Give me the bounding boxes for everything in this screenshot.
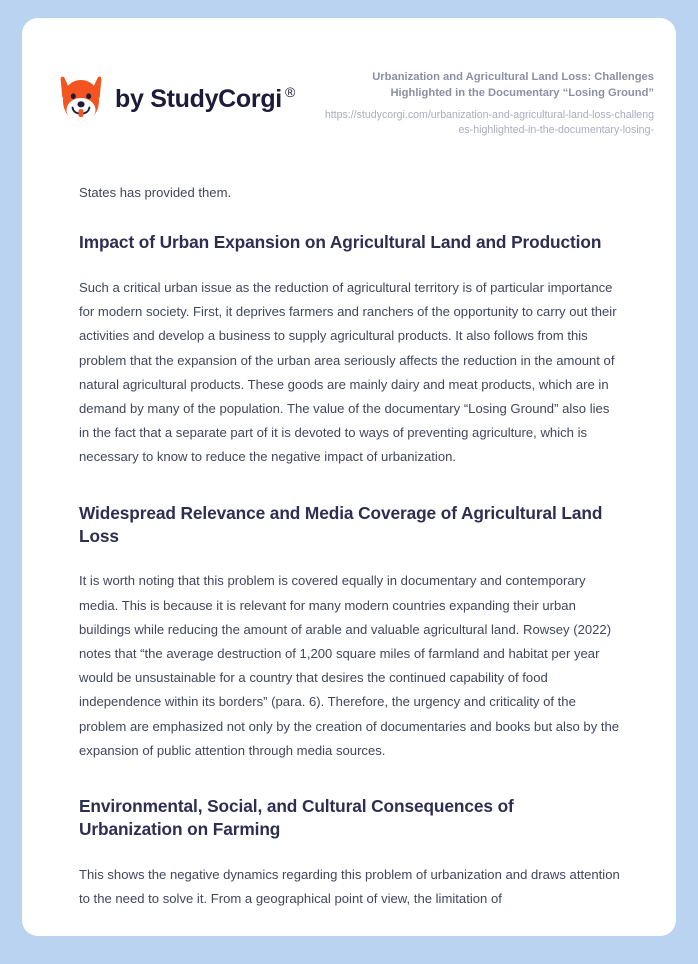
brand-wordmark [115, 83, 295, 113]
document-title: Urbanization and Agricultural Land Loss: Challenges Highlighted in the Documentary “Losing Ground” [372, 71, 654, 99]
document-header [22, 18, 676, 138]
document-url: https://studycorgi.com/urbanization-and-agricultural-land-loss-challenges-highlighted-in-the-documentary-losing- [324, 108, 654, 136]
section-paragraph-2: It is worth noting that this problem is covered equally in documentary and contemporary media. This is because it is relevant for many modern countries expanding their urban buildings while reducing the amount of arable and valuable agricultural land. Rowsey (2022) notes that “the average destruction of 1,200 square miles of farmland and habitat per year would be unsustainable for a country that desires the continued capability of food independence within its borders” (para. 6). Therefore, the urgency and criticality of the problem are emphasized not only by the creation of documentaries and books but also by the expansion of public attention through media sources. [79, 573, 620, 758]
section-paragraph-1: Such a critical urban issue as the reduction of agricultural territory is of particular importance for modern society. First, it deprives farmers and ranchers of the opportunity to carry out their activities and develop a business to supply agricultural products. It also follows from this problem that the expansion of the urban area seriously affects the reduction in the amount of natural agricultural products. These goods are mainly dairy and meat products, which are in demand by many of the population. The value of the documentary “Losing Ground” also lies in the fact that a separate part of it is devoted to ways of preventing agriculture, which is necessary to know to reduce the negative impact of urbanization. [79, 279, 617, 465]
section-paragraph-3: This shows the negative dynamics regarding this problem of urbanization and draws attention to the need to solve it. From a geographical point of view, the limitation of [79, 866, 620, 906]
corgi-face-icon [58, 74, 104, 124]
registered-trademark-symbol: ® [284, 83, 295, 100]
brand-logo-block [58, 64, 295, 124]
section-heading-3: Environmental, Social, and Cultural Consequences of Urbanization on Farming [79, 796, 514, 839]
header-meta-block [324, 64, 654, 138]
brand-wordmark-text: by StudyCorgi [115, 84, 282, 113]
lead-paragraph-fragment: States has provided them. [79, 184, 232, 200]
document-body [22, 138, 676, 911]
document-page [22, 18, 676, 936]
section-heading-2: Widespread Relevance and Media Coverage of Agricultural Land Loss [79, 502, 603, 546]
section-heading-1: Impact of Urban Expansion on Agricultural Land and Production [79, 232, 602, 253]
